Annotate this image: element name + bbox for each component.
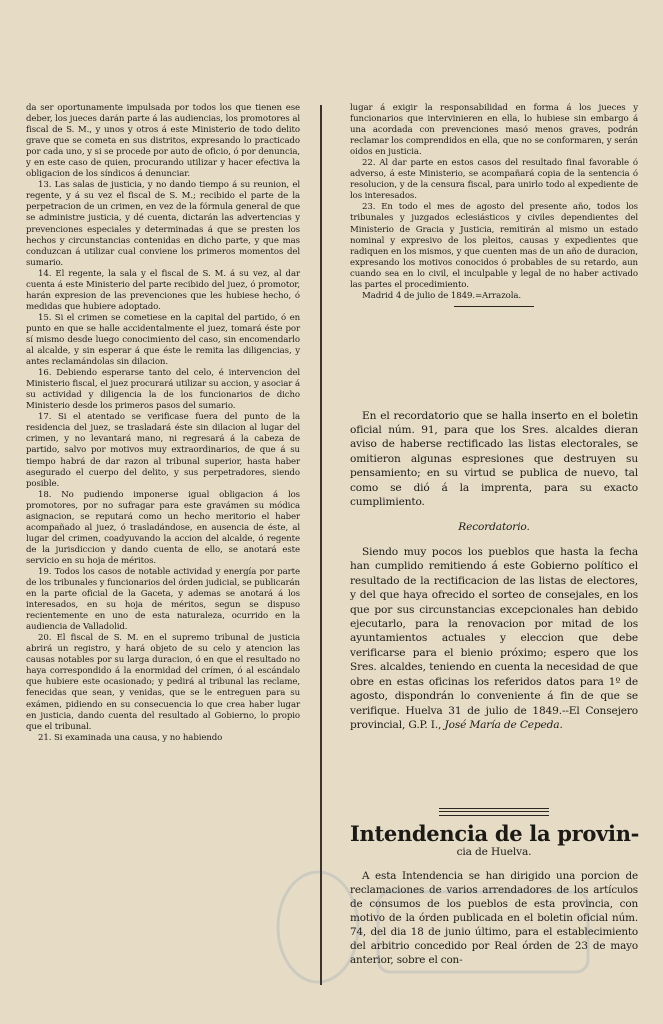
left-paragraph: 19. Todos los casos de notable actividad y energía por parte de los tribunales y funcionarios del órden judicial, se publicarán en la parte oficial de la Gaceta, y ademas se anotará á los interesados, en su hoja de méritos, segun se dispuso recientemente en uno de esta naturaleza, ocurrido en la audiencia de Valladolid. bbox=[26, 566, 300, 633]
recordatorio-title: Recordatorio. bbox=[458, 521, 530, 534]
recordatorio-signature: José María de Cepeda. bbox=[444, 718, 563, 731]
intendencia-section bbox=[350, 798, 638, 978]
left-paragraph: 21. Si examinada una causa, y no habiendo bbox=[38, 732, 223, 743]
left-paragraph: 20. El fiscal de S. M. en el supremo tribunal de justicia abrirá un registro, y hará objeto de su celo y atencion las causas notables por su larga duracion, ó en que el resultado no haya correspondido á la enormidad del crímen, ó al escándalo que hubiere este ocasionado; y pedirá al tribunal las reclame, fenecidas que sean, y venidas, que se le entreguen para su exámen, pidiendo en su consecuencia lo que crea haber lugar en justicia, dando cuenta del resultado al Gobierno, lo propio que el tribunal. bbox=[26, 633, 300, 732]
recordatorio-body bbox=[350, 545, 638, 732]
left-paragraph: 15. Si el crimen se cometiese en la capital del partido, ó en punto en que se halle accidentalmente el juez, tomará éste por sí mismo desde luego conocimiento del caso, sin encomendarlo al alcalde, y sin esperar á que éste le remita las diligencias, y antes reclamándolas sin dilacion. bbox=[26, 312, 300, 368]
left-column bbox=[26, 103, 300, 744]
right-paragraph: 22. Al dar parte en estos casos del resultado final favorable ó adverso, á este Ministerio, se acompañará copia de la sentencia ó resolucion, y de la censura fiscal, para unirlo todo al expediente de los interesados. bbox=[350, 158, 638, 202]
left-paragraph: 17. Si el atentado se verificase fuera del punto de la residencia del juez, se trasladará éste sin dilacion al lugar del crimen, y no levantará mano, ni regresará á la cabeza de partido, salvo por motivos muy extraordinarios, de que á su tiempo habrá de dar razon al tribunal superior, hasta haber asegurado el cuerpo del delito, y sus perpetradores, siendo posible. bbox=[26, 412, 300, 489]
left-paragraph: 16. Debiendo esperarse tanto del celo, é intervencion del Ministerio fiscal, el juez procurará utilizar su accion, y asociar á su actividad y diligencia la de los funcionarios de dicho Ministerio desde los primeros pasos del sumario. bbox=[26, 368, 300, 412]
left-paragraph: 18. No pudiendo imponerse igual obligacion á los promotores, por no sufragar para este gravámen su módica asignacion, se reputará como un hecho meritorio el haber acompañado al juez, ó trasladándose, en ausencia de éste, al lugar del crimen, coadyuvando la accion del alcalde, ó regente de la jurisdiccion y dando cuenta de ello, se anotará este servicio en su hoja de méritos. bbox=[26, 489, 300, 566]
left-paragraph: 13. Las salas de justicia, y no dando tiempo á su reunion, el regente, y á su vez el fiscal de S. M.; recibido el parte de la perpetracion de un crimen, en vez de la fórmula general de que se administre justicia, y dé cuenta, dictarán las advertencias y prevenciones especiales y determinadas á que se presten los hechos y circunstancias contenidas en dicho parte, y que mas conduzcan á utilizar cual conviene los primeros momentos del sumario. bbox=[26, 180, 300, 268]
watermark-seal-shape bbox=[278, 872, 358, 982]
right-column-top bbox=[350, 103, 638, 311]
section-rule bbox=[454, 306, 534, 307]
intendencia-heading-continuation: cia de Huelva. bbox=[456, 846, 532, 858]
ornamental-rule bbox=[439, 808, 549, 816]
right-paragraph: lugar á exigir la responsabilidad en forma á los jueces y funcionarios que intervinieren en ella, lo hubiese sin embargo á una acordada con prevenciones masó menos graves, podrán reclamar los comprendidos en ella, que no se conformaren, y serán oidos en justicia. bbox=[350, 103, 638, 158]
recordatorio-body-text: Siendo muy pocos los pueblos que hasta la fecha han cumplido remitiendo á este Gobierno político el resultado de la rectificacion de las listas de electores, y del que haya ofrecido el sorteo de consejales, en los que por sus circunstancias excepcionales han debido ejecutarlo, para la renovacion por mitad de los ayuntamientos actuales y eleccion que debe verificarse para el bienio próximo; espero que los Sres. alcaldes, teniendo en cuenta la necesidad de que obre en estas oficinas los referidos datos para 1º de agosto, dispondrán lo conveniente á fin de que se verifique. Huelva 31 de julio de 1849.--El Consejero provincial, G.P. I., bbox=[350, 546, 638, 731]
left-paragraph: 14. El regente, la sala y el fiscal de S. M. á su vez, al dar cuenta á este Ministerio del parte recibido del juez, ó promotor, harán expresion de las prevenciones que les hubiese hecho, ó medidas que hubiere adoptado. bbox=[26, 268, 300, 312]
recordatorio-section bbox=[350, 398, 638, 743]
left-paragraph: da ser oportunamente impulsada por todos los que tienen ese deber, los jueces darán parte á las audiencias, los promotores al fiscal de S. M., y unos y otros á este Ministerio de todo delito grave que se cometa en sus distritos, expresando lo practicado por cada uno, y si se procede por auto de oficio, ó por denuncia, y en este caso de quien, procurando utilizar y hacer efectiva la obligacion de los síndicos á denunciar. bbox=[26, 103, 300, 180]
intendencia-heading: Intendencia de la provin- bbox=[350, 821, 640, 846]
recordatorio-intro: En el recordatorio que se halla inserto en el boletin oficial núm. 91, para que los Sres. alcaldes dieran aviso de haberse rectificado las listas electorales, se omitieron algunas espresiones que destruyen su pensamiento; en su virtud se publica de nuevo, tal como se dió á la imprenta, para su exacto cumplimiento. bbox=[350, 409, 638, 509]
date-signature-line: Madrid 4 de julio de 1849.=Arrazola. bbox=[362, 290, 522, 301]
intendencia-body: A esta Intendencia se han dirigido una porcion de reclamaciones de varios arrendadores de los artículos de consumos de los pueblos de esta provincia, con motivo de la órden publicada en el boletin oficial núm. 74, del dia 18 de junio último, para el establecimiento del arbitrio concedido por Real órden de 23 de mayo anterior, sobre el con- bbox=[350, 870, 638, 966]
right-paragraph: 23. En todo el mes de agosto del presente año, todos los tribunales y juzgados eclesiásticos y civiles dependientes del Ministerio de Gracia y Justicia, remitirán al mismo un estado nominal y expresivo de los pleitos, causas y expedientes que radiquen en los mismos, y que cuenten mas de un año de duracion, expresando los motivos conocidos ó probables de su retardo, aun cuando sea en lo civil, el inculpable y legal de no haber activado las partes el procedimiento. bbox=[350, 202, 638, 290]
column-divider bbox=[320, 105, 322, 985]
